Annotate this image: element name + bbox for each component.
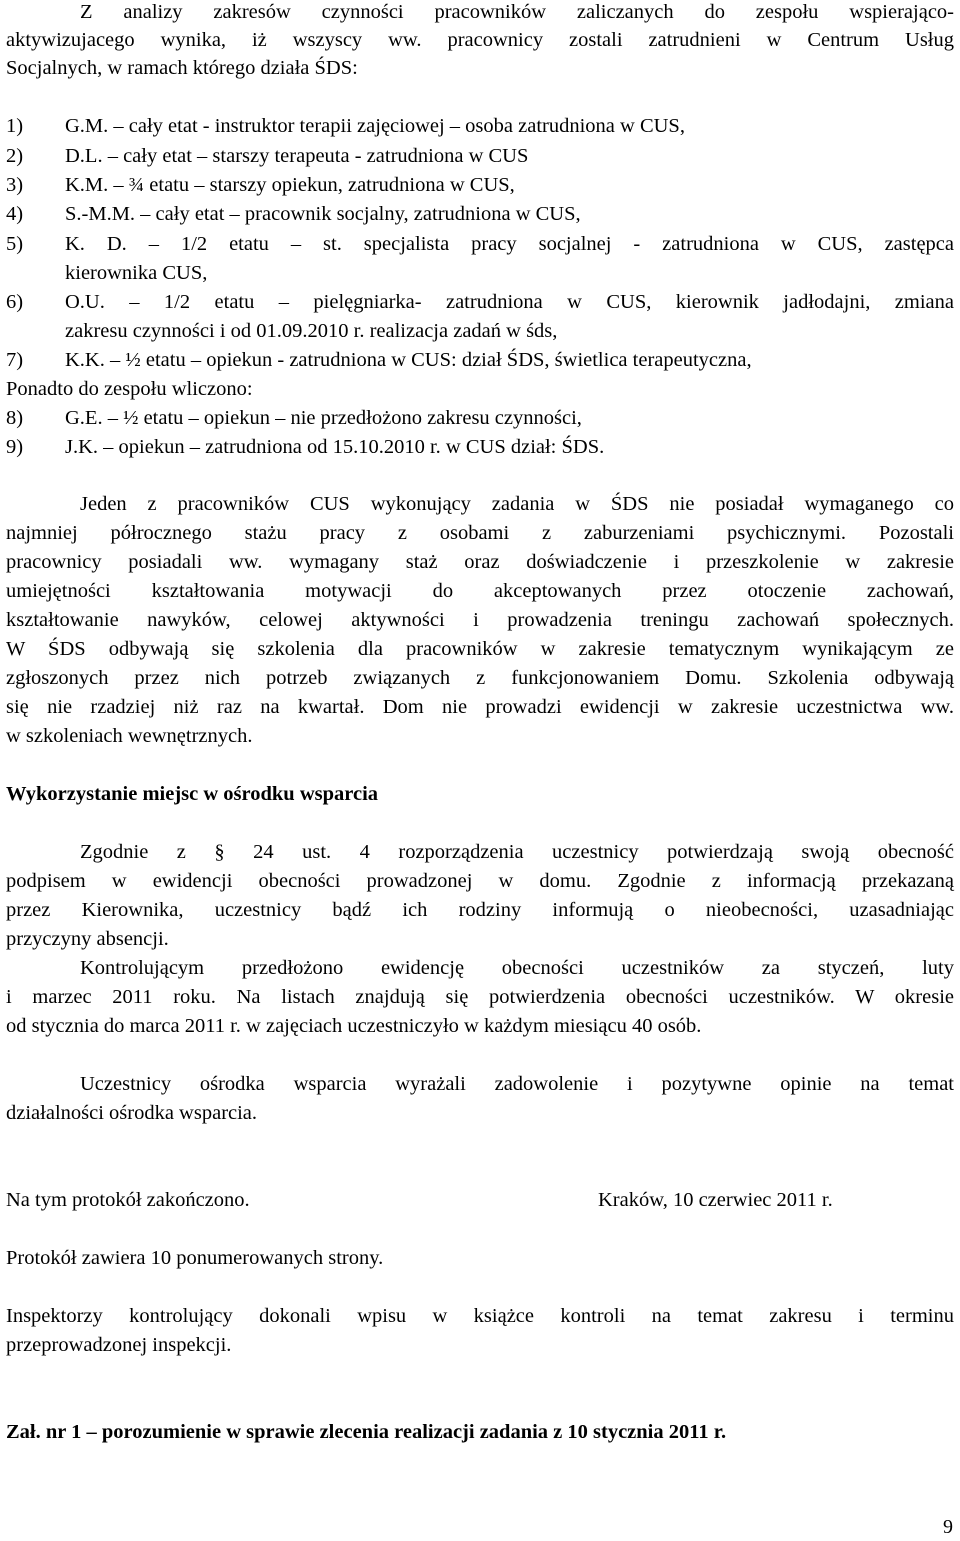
qualifications-line: się nie rzadziej niż raz na kwartał. Dom nie prowadzi ewidencji w zakresie uczestnictwa ww. xyxy=(6,696,954,718)
list-item-continuation: zakresu czynności i od 01.09.2010 r. realizacja zadań w śds, xyxy=(65,320,558,342)
inspection-entry-line: przeprowadzonej inspekcji. xyxy=(6,1334,232,1356)
intro-line-2: aktywizujacego wynika, iż wszyscy ww. pracownicy zostali zatrudnieni w Centrum Usług xyxy=(6,29,954,51)
list-item xyxy=(6,230,954,258)
list-item-number: 6) xyxy=(6,291,24,313)
inspection-entry-line: Inspektorzy kontrolujący dokonali wpisu w książce kontroli na temat zakresu i terminu xyxy=(6,1305,954,1327)
qualifications-line: umiejętności kształtowania motywacji do akceptowanych przez otoczenie zachowań, xyxy=(6,580,954,602)
list-item xyxy=(6,171,954,199)
satisfaction-line: działalności ośrodka wsparcia. xyxy=(6,1102,258,1124)
list-item-text: O.U. – 1/2 etatu – pielęgniarka- zatrudniona w CUS, kierownik jadłodajni, zmiana xyxy=(65,291,954,313)
list-item-text: K. D. – 1/2 etatu – st. specjalista pracy socjalnej - zatrudniona w CUS, zastępca xyxy=(65,233,954,255)
list-item-text: D.L. – cały etat – starszy terapeuta - zatrudniona w CUS xyxy=(65,145,529,167)
list-item-text: K.M. – ¾ etatu – starszy opiekun, zatrudniona w CUS, xyxy=(65,174,515,196)
list-item xyxy=(6,346,954,374)
list-item-number: 4) xyxy=(6,203,24,225)
list-item xyxy=(6,433,954,461)
attachment-note: Zał. nr 1 – porozumienie w sprawie zlecenia realizacji zadania z 10 stycznia 2011 r. xyxy=(6,1421,727,1443)
control-line: od stycznia do marca 2011 r. w zajęciach uczestniczyło w każdym miesiącu 40 osób. xyxy=(6,1015,702,1037)
attendance-line: Zgodnie z § 24 ust. 4 rozporządzenia uczestnicy potwierdzają swoją obecność xyxy=(80,841,954,863)
attendance-line: przyczyny absencji. xyxy=(6,928,169,950)
section-heading: Wykorzystanie miejsc w ośrodku wsparcia xyxy=(6,783,379,805)
qualifications-line: w szkoleniach wewnętrznych. xyxy=(6,725,253,747)
list-item-number: 5) xyxy=(6,233,24,255)
place-date: Kraków, 10 czerwiec 2011 r. xyxy=(598,1189,833,1211)
qualifications-line: pracownicy posiadali ww. wymagany staż oraz doświadczenie i przeszkolenie w zakresie xyxy=(6,551,954,573)
list-item xyxy=(6,288,954,316)
control-line: Kontrolującym przedłożono ewidencję obecności uczestników za styczeń, luty xyxy=(80,957,954,979)
attendance-line: podpisem w ewidencji obecności prowadzonej w domu. Zgodnie z informacją przekazaną xyxy=(6,870,954,892)
list-item-number: 1) xyxy=(6,115,24,137)
qualifications-line: kształtowanie nawyków, celowej aktywności i prowadzenia treningu zachowań społecznych. xyxy=(6,609,954,631)
control-line: i marzec 2011 roku. Na listach znajdują się potwierdzenia obecności uczestników. W okresie xyxy=(6,986,954,1008)
list-item-continuation: kierownika CUS, xyxy=(65,262,208,284)
intro-line-1: Z analizy zakresów czynności pracowników zaliczanych do zespołu wspierająco- xyxy=(80,1,954,23)
list-item xyxy=(6,112,954,140)
list-item-text: G.E. – ½ etatu – opiekun – nie przedłożono zakresu czynności, xyxy=(65,407,582,429)
list-item-text: J.K. – opiekun – zatrudniona od 15.10.2010 r. w CUS dział: ŚDS. xyxy=(65,436,605,458)
list-item-number: 3) xyxy=(6,174,24,196)
list-item-number: 7) xyxy=(6,349,24,371)
intro-line-3: Socjalnych, w ramach którego działa ŚDS: xyxy=(6,57,358,79)
list-item-text: K.K. – ½ etatu – opiekun - zatrudniona w CUS: dział ŚDS, świetlica terapeutyczna, xyxy=(65,349,752,371)
qualifications-line: W ŚDS odbywają się szkolenia dla pracowników w zakresie tematycznym wynikającym ze xyxy=(6,638,954,660)
list-item-number: 2) xyxy=(6,145,24,167)
list-item-text: G.M. – cały etat - instruktor terapii zajęciowej – osoba zatrudniona w CUS, xyxy=(65,115,685,137)
satisfaction-line: Uczestnicy ośrodka wsparcia wyrażali zadowolenie i pozytywne opinie na temat xyxy=(80,1073,954,1095)
list-item xyxy=(6,200,954,228)
list-item-text: S.-M.M. – cały etat – pracownik socjalny, zatrudniona w CUS, xyxy=(65,203,581,225)
qualifications-line: Jeden z pracowników CUS wykonujący zadania w ŚDS nie posiadał wymaganego co xyxy=(80,493,954,515)
qualifications-line: najmniej półrocznego stażu pracy z osobami z zaburzeniami psychicznymi. Pozostali xyxy=(6,522,954,544)
attendance-line: przez Kierownika, uczestnicy bądź ich rodziny informują o nieobecności, uzasadniając xyxy=(6,899,954,921)
list-item xyxy=(6,404,954,432)
protocol-pages-text: Protokół zawiera 10 ponumerowanych strony. xyxy=(6,1247,384,1269)
page-number: 9 xyxy=(943,1516,953,1538)
protocol-ended-text: Na tym protokół zakończono. xyxy=(6,1189,250,1211)
list-item-number: 8) xyxy=(6,407,24,429)
additional-staff-label: Ponadto do zespołu wliczono: xyxy=(6,378,253,400)
list-item-number: 9) xyxy=(6,436,24,458)
list-item xyxy=(6,142,954,170)
qualifications-line: zgłoszonych przez nich potrzeb związanych z funkcjonowaniem Domu. Szkolenia odbywają xyxy=(6,667,954,689)
